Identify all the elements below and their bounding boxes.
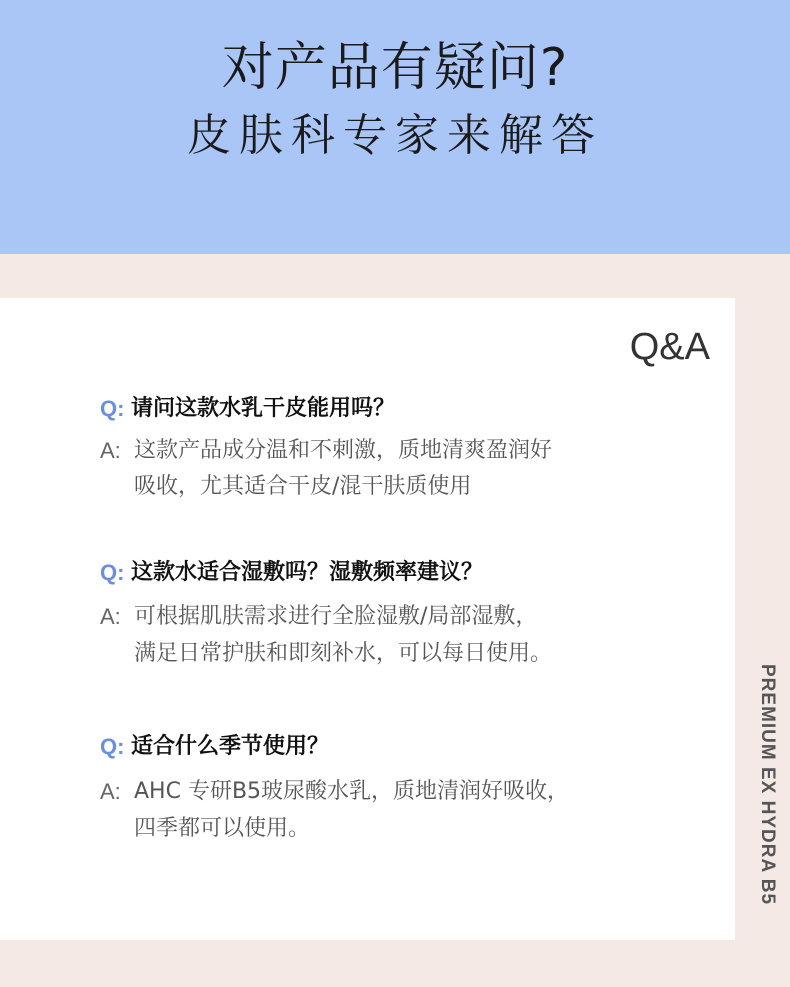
answer-prefix: A: (100, 438, 121, 463)
answer-line: AHC 专研B5玻尿酸水乳，质地清润好吸收， (134, 779, 570, 804)
answer-line: 满足日常护肤和即刻补水，可以每日使用。 (134, 641, 553, 666)
qa-heading: Q&A (629, 326, 710, 368)
answer-line: 吸收，尤其适合干皮/混干肤质使用 (134, 474, 472, 499)
answer-line: 这款产品成分温和不刺激，质地清爽盈润好 (134, 438, 553, 463)
question-prefix: Q: (100, 560, 125, 585)
question-prefix: Q: (100, 396, 125, 421)
answer-prefix: A: (100, 779, 121, 804)
header-banner (0, 0, 790, 254)
answer-line: 四季都可以使用。 (134, 816, 311, 841)
product-side-label: PREMIUM EX HYDRA B5 (757, 664, 778, 906)
question-text: 请问这款水乳干皮能用吗？ (131, 396, 396, 421)
answer-line: 可根据肌肤需求进行全脸湿敷/局部湿敷， (134, 604, 538, 629)
page-title: 对产品有疑问? (221, 38, 569, 98)
question-text: 这款水适合湿敷吗？湿敷频率建议？ (131, 560, 484, 585)
answer-prefix: A: (100, 604, 121, 629)
question-prefix: Q: (100, 734, 125, 759)
page-subtitle: 皮肤科专家来解答 (187, 110, 603, 161)
question-text: 适合什么季节使用？ (131, 734, 330, 759)
